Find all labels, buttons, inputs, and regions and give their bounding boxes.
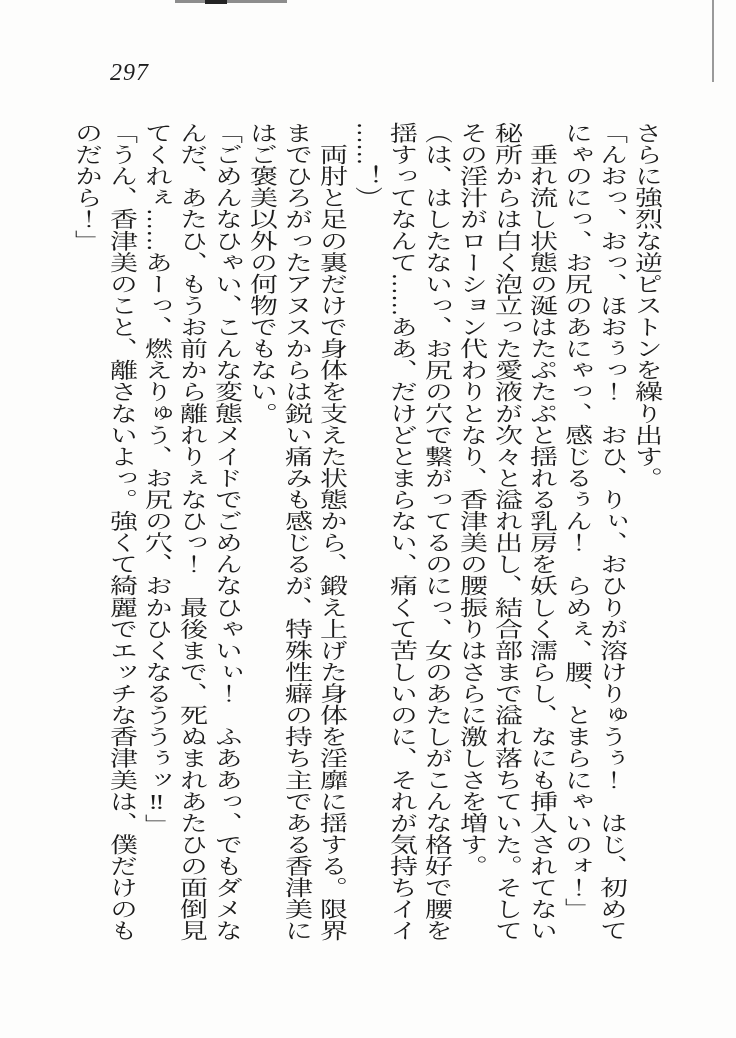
- scan-artifact-top-edge: [175, 0, 287, 3]
- text-column: のだから！」: [71, 122, 102, 252]
- text-column: 秘所からは白く泡立った愛液が次々と溢れ出し、結合部まで溢れ落ちていた。そして: [491, 122, 522, 942]
- text-column: 揺すってなんて……ああ、だけどとまらない、痛くて苦しいのに、それが気持ちイイ: [386, 122, 417, 942]
- text-column: てくれぇ……あーっ、燃えりゅう、お尻の穴、おかひくなるううぅッ‼」: [141, 122, 172, 836]
- scan-artifact-right-edge: [712, 0, 714, 82]
- page-number: 297: [110, 60, 149, 86]
- text-column: んだ、あたひ、もうお前から離れりぇなひっ！ 最後まで、死ぬまれあたひの面倒見: [176, 122, 207, 942]
- text-column: 垂れ流し状態の涎はたぷたぷと揺れる乳房を妖しく濡らし、なにも挿入されてない: [526, 143, 557, 942]
- text-column: までひろがったアヌスからは鋭い痛みも感じるが、特殊性癖の持ち主である香津美に: [281, 122, 312, 942]
- text-column: はご褒美以外の何物でもない。: [246, 122, 277, 424]
- text-column: 両肘と足の裏だけで身体を支えた状態から、鍛え上げた身体を淫靡に揺する。限界: [316, 143, 347, 942]
- text-column: 「うん、香津美のこと、離さないよっ。強くて綺麗でエッチな香津美は、僕だけのも: [106, 122, 137, 942]
- text-column: さらに強烈な逆ピストンを繰り出す。: [631, 122, 662, 489]
- scan-artifact-top-edge-dark: [205, 0, 227, 4]
- text-column: 「ごめんなひゃい、こんな変態メイドでごめんなひゃいぃ！ ふああっ、でもダメな: [211, 122, 242, 942]
- text-column: （は、はしたないっ、お尻の穴で繋がってるのにっ、女のあたしがこんな格好で腰を: [421, 122, 452, 942]
- text-column: その淫汁がローション代わりとなり、香津美の腰振りはさらに激しさを増す。: [456, 122, 487, 877]
- text-column: にゃのにっ、お尻のあにゃっ、感じるぅん！ らめぇ、腰、とまらにゃいのォ！」: [561, 122, 592, 920]
- text-column: ……！）: [351, 122, 382, 209]
- text-column: 「んおっ、おっ、ほおぅっ！ おひ、りぃ、おひりが溶けりゅうぅ！ はじ、初めて: [596, 122, 627, 942]
- text-block: [69, 122, 664, 969]
